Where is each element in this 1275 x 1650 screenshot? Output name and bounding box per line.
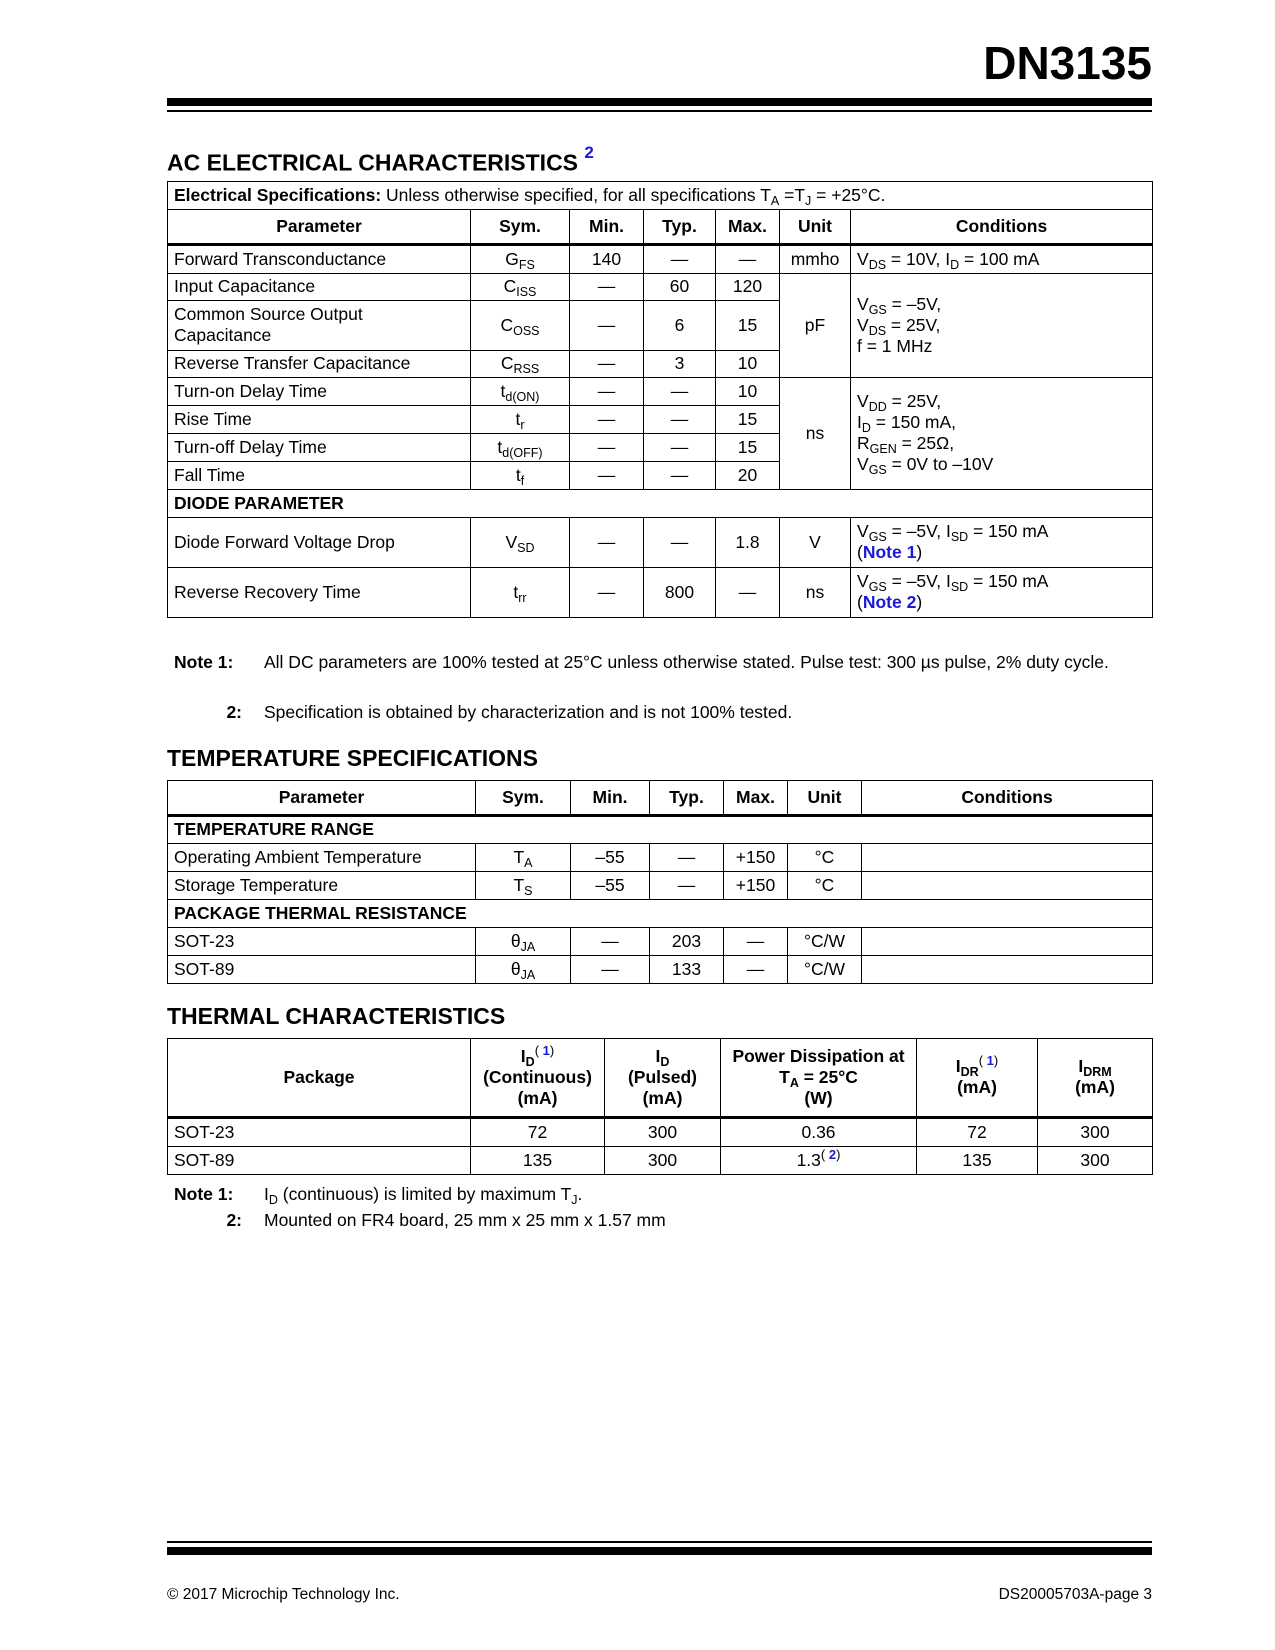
sym-cell: $t_{d(ON)}$ <box>471 377 570 405</box>
spec-mid: =T <box>779 185 806 205</box>
package-cell: SOT-89 <box>168 1146 471 1174</box>
spec-label: Electrical Specifications: <box>174 185 382 205</box>
param-cell: Fall Time <box>168 461 471 489</box>
table-row <box>168 927 1153 955</box>
param-cell: Storage Temperature <box>168 871 476 899</box>
max-cell: — <box>716 567 780 617</box>
sym-cell: $t_r$ <box>471 405 570 433</box>
sym-cell: $T_S$ <box>476 871 571 899</box>
temp-range-header-row <box>168 816 1153 843</box>
note-label: 2: <box>226 1210 242 1230</box>
max-cell: 15 <box>716 405 780 433</box>
table-row <box>168 273 1153 300</box>
note-2-link[interactable]: Note 2 <box>862 592 917 612</box>
footer-rule-thin <box>167 1541 1152 1543</box>
thermal-resistance-header-row <box>168 899 1153 927</box>
ac-header-row <box>168 210 1153 244</box>
sym-cell: $\theta_{JA}$ <box>476 927 571 955</box>
id-cont-cell: 72 <box>471 1118 605 1146</box>
typ-cell: — <box>644 377 716 405</box>
cond-cell: $V_{GS} = -5V$, $I_{SD} = 150$ mA (Note 1) <box>851 517 1153 567</box>
note-text: All DC parameters are 100% tested at 25°C unless otherwise stated. Pulse test: 300 µs pulse, 2% duty cycle. <box>264 652 1109 672</box>
thermal-note-2 <box>174 1209 1124 1231</box>
id-cont-cell: 135 <box>471 1146 605 1174</box>
ac-title-text: AC ELECTRICAL CHARACTERISTICS <box>167 149 579 176</box>
unit-cell: ns <box>780 377 851 489</box>
typ-cell: 133 <box>650 955 724 983</box>
temperature-table <box>167 780 1153 984</box>
typ-cell: — <box>650 871 724 899</box>
param-cell: Reverse Recovery Time <box>168 567 471 617</box>
cond-cell: $V_{GS} = -5V$, $I_{SD} = 150$ mA (Note 2) <box>851 567 1153 617</box>
min-cell: — <box>570 300 644 350</box>
param-cell: Input Capacitance <box>168 273 471 300</box>
min-cell: — <box>570 377 644 405</box>
spec-end: = +25°C. <box>811 185 886 205</box>
typ-cell: — <box>644 517 716 567</box>
ac-note-2 <box>174 701 1124 723</box>
idr-cell: 72 <box>917 1118 1038 1146</box>
max-cell: — <box>724 927 788 955</box>
power-cell: 0.36 <box>721 1118 917 1146</box>
table-row <box>168 245 1153 273</box>
col-header: Typ. <box>644 210 716 244</box>
diode-header-row <box>168 489 1153 517</box>
min-cell: — <box>570 405 644 433</box>
unit-cell: ns <box>780 567 851 617</box>
typ-cell: 3 <box>644 350 716 377</box>
thermal-ref-1-link[interactable]: 1 <box>539 1042 550 1058</box>
col-header: Conditions <box>851 210 1153 244</box>
note-label: Note 1: <box>174 652 234 672</box>
max-cell: 1.8 <box>716 517 780 567</box>
col-header-id-pulsed: $I_D$ (Pulsed) (mA) <box>605 1039 721 1117</box>
max-cell: 10 <box>716 377 780 405</box>
idr-cell: 135 <box>917 1146 1038 1174</box>
unit-cell: V <box>780 517 851 567</box>
thermal-ref-1b-link[interactable]: 1 <box>983 1053 994 1069</box>
unit-cell: °C/W <box>788 955 862 983</box>
min-cell: — <box>571 955 650 983</box>
min-cell: — <box>570 567 644 617</box>
unit-cell: °C <box>788 871 862 899</box>
col-header: Unit <box>788 781 862 815</box>
sym-cell: $C_{RSS}$ <box>471 350 570 377</box>
note-1-link[interactable]: Note 1 <box>862 542 917 562</box>
idrm-cell: 300 <box>1038 1118 1153 1146</box>
min-cell: –55 <box>571 871 650 899</box>
unit-cell: °C/W <box>788 927 862 955</box>
thermal-section-title: THERMAL CHARACTERISTICS <box>167 1003 506 1029</box>
table-row <box>168 1118 1153 1146</box>
thermal-header-row <box>168 1039 1153 1117</box>
table-row <box>168 955 1153 983</box>
footer-copyright: © 2017 Microchip Technology Inc. <box>167 1586 400 1603</box>
typ-cell: — <box>644 433 716 461</box>
max-cell: 20 <box>716 461 780 489</box>
min-cell: — <box>570 350 644 377</box>
param-cell: Common Source Output Capacitance <box>168 300 471 350</box>
temp-header-row <box>168 781 1153 815</box>
idrm-cell: 300 <box>1038 1146 1153 1174</box>
thermal-ref-2-link[interactable]: 2 <box>825 1146 837 1162</box>
max-cell: 15 <box>716 433 780 461</box>
param-cell: Diode Forward Voltage Drop <box>168 517 471 567</box>
max-cell: — <box>724 955 788 983</box>
col-header: Unit <box>780 210 851 244</box>
sym-cell: $t_f$ <box>471 461 570 489</box>
col-header: Sym. <box>471 210 570 244</box>
note-text: Specification is obtained by characterization and is not 100% tested. <box>264 702 793 722</box>
ac-spec-row <box>168 182 1153 210</box>
table-row <box>168 377 1153 405</box>
param-cell: Reverse Transfer Capacitance <box>168 350 471 377</box>
ac-note-1 <box>174 651 1124 673</box>
ac-spec-cell <box>168 182 1153 210</box>
param-cell: Operating Ambient Temperature <box>168 843 476 871</box>
spec-sub-a: A <box>770 194 780 208</box>
note-text: $I_D$ (continuous) is limited by maximum $T_J$. <box>264 1184 583 1207</box>
table-row <box>168 1146 1153 1174</box>
cond-cell: $V_{GS} = -5V$, $V_{DS} = 25V$, f = 1 MHz <box>851 273 1153 377</box>
temp-section-title: TEMPERATURE SPECIFICATIONS <box>167 745 538 771</box>
max-cell: 15 <box>716 300 780 350</box>
param-cell: Forward Transconductance <box>168 245 471 273</box>
diode-header-cell: DIODE PARAMETER <box>168 489 1153 517</box>
header-rule-thick <box>167 98 1152 106</box>
table-row <box>168 843 1153 871</box>
typ-cell: — <box>644 405 716 433</box>
col-header: Max. <box>724 781 788 815</box>
col-header: Min. <box>571 781 650 815</box>
note-label: Note 1: <box>174 1184 234 1204</box>
typ-cell: 6 <box>644 300 716 350</box>
col-header: Parameter <box>168 781 476 815</box>
max-cell: — <box>716 245 780 273</box>
spec-text: Unless otherwise specified, for all specifications T <box>386 185 771 205</box>
footer-doc-id: DS20005703A-page 3 <box>998 1586 1152 1603</box>
cond-cell <box>862 955 1153 983</box>
col-header-idrm: $I_{DRM}$ (mA) <box>1038 1039 1153 1117</box>
sym-cell: $T_A$ <box>476 843 571 871</box>
min-cell: 140 <box>570 245 644 273</box>
note-text: Mounted on FR4 board, 25 mm x 25 mm x 1.57 mm <box>264 1210 666 1230</box>
max-cell: +150 <box>724 843 788 871</box>
table-row <box>168 871 1153 899</box>
footer-rule-thick <box>167 1547 1152 1555</box>
header-rule-thin <box>167 110 1152 112</box>
param-cell: Rise Time <box>168 405 471 433</box>
cond-cell: $V_{DD} = 25V$, $I_D = 150$ mA, $R_{GEN} = 25\Omega$, $V_{GS} = 0V$ to –10V <box>851 377 1153 489</box>
min-cell: — <box>570 273 644 300</box>
typ-cell: — <box>644 461 716 489</box>
col-header: Conditions <box>862 781 1153 815</box>
table-row <box>168 517 1153 567</box>
max-cell: 120 <box>716 273 780 300</box>
id-pulsed-cell: 300 <box>605 1146 721 1174</box>
param-cell: SOT-23 <box>168 927 476 955</box>
cond-cell <box>862 843 1153 871</box>
sym-cell: $C_{ISS}$ <box>471 273 570 300</box>
unit-cell: mmho <box>780 245 851 273</box>
thermal-note-1 <box>174 1183 1124 1205</box>
sym-cell: $t_{rr}$ <box>471 567 570 617</box>
typ-cell: 800 <box>644 567 716 617</box>
typ-cell: — <box>650 843 724 871</box>
table-row <box>168 567 1153 617</box>
sym-cell: $\theta_{JA}$ <box>476 955 571 983</box>
min-cell: — <box>570 517 644 567</box>
typ-cell: 203 <box>650 927 724 955</box>
typ-cell: 60 <box>644 273 716 300</box>
sym-cell: $V_{SD}$ <box>471 517 570 567</box>
spec-sub-j: J <box>805 194 812 208</box>
cond-cell: $V_{DS} = 10V$, $I_D = 100$ mA <box>851 245 1153 273</box>
col-header: Typ. <box>650 781 724 815</box>
col-header: Max. <box>716 210 780 244</box>
param-cell: Turn-off Delay Time <box>168 433 471 461</box>
col-header-package: Package <box>168 1039 471 1117</box>
unit-cell: °C <box>788 843 862 871</box>
min-cell: — <box>570 433 644 461</box>
param-cell: SOT-89 <box>168 955 476 983</box>
ac-title-ref-link[interactable]: 2 <box>584 143 594 162</box>
col-header: Parameter <box>168 210 471 244</box>
col-header-idr: $I_{DR}^{( 1)}$ (mA) <box>917 1039 1038 1117</box>
min-cell: — <box>571 927 650 955</box>
note-label: 2: <box>226 702 242 722</box>
col-header: Min. <box>570 210 644 244</box>
page-title: DN3135 <box>983 37 1152 89</box>
temp-range-header: TEMPERATURE RANGE <box>168 816 1153 843</box>
cond-cell <box>862 871 1153 899</box>
thermal-table <box>167 1038 1153 1175</box>
sym-cell: $C_{OSS}$ <box>471 300 570 350</box>
col-header-power: Power Dissipation at $T_A = 25^\circ C$ (W) <box>721 1039 917 1117</box>
thermal-resistance-header: PACKAGE THERMAL RESISTANCE <box>168 899 1153 927</box>
max-cell: +150 <box>724 871 788 899</box>
package-cell: SOT-23 <box>168 1118 471 1146</box>
col-header: Sym. <box>476 781 571 815</box>
sym-cell: $G_{FS}$ <box>471 245 570 273</box>
max-cell: 10 <box>716 350 780 377</box>
ac-section-title <box>167 143 594 176</box>
ac-characteristics-table <box>167 181 1153 618</box>
sym-cell: $t_{d(OFF)}$ <box>471 433 570 461</box>
min-cell: — <box>570 461 644 489</box>
cond-cell <box>862 927 1153 955</box>
col-header-id-continuous: $I_D^{( 1)}$ (Continuous) (mA) <box>471 1039 605 1117</box>
power-cell: $1.3^{( 2)}$ <box>721 1146 917 1174</box>
min-cell: –55 <box>571 843 650 871</box>
param-cell: Turn-on Delay Time <box>168 377 471 405</box>
typ-cell: — <box>644 245 716 273</box>
unit-cell: pF <box>780 273 851 377</box>
id-pulsed-cell: 300 <box>605 1118 721 1146</box>
